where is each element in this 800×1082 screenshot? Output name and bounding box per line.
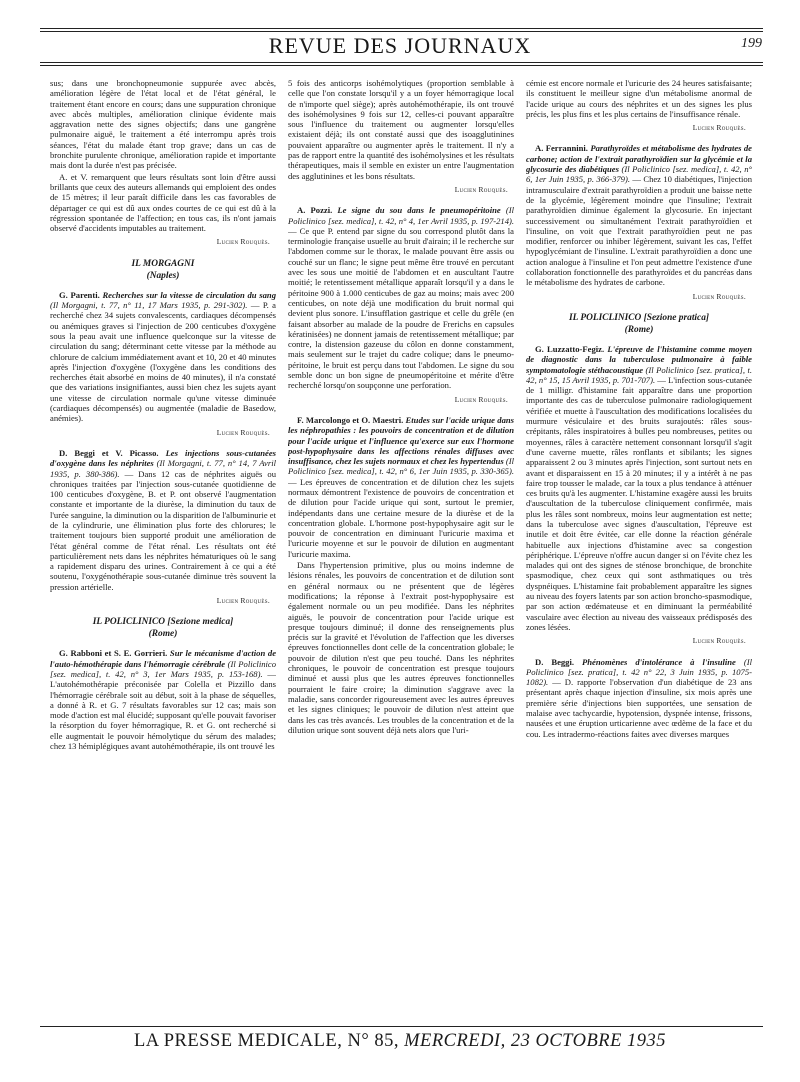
article-title: L'épreuve de l'histamine comme moyen de diagnostic dans la tuberculose pulmonaire à faible symptomatologie stéthacoustique [526,343,752,375]
paragraph: Dans l'hypertension primitive, plus ou moins indemne de lésions rénales, les pouvoirs de concentration et de dilution sont en général normaux ou ne présentent que de légères modifications; la réponse à l'extrait post-hypophysaire est également normale ou un peu modifiée. Dans les néphrites aiguës, le pouvoir de concentration pour l'acide urique est presque toujours diminué; il donne des renseignements plus précis sur la gravité et l'évolution de l'affection que les diverses épreuves fonctionnelles dont celle de la concentration globale; le pouvoir de dilution n'est que peu touché. Dans les néphrites chroniques, le pouvoir de concentration est presque toujours diminué et aussi plus que les autres épreuves fonctionnelles pourraient le faire croire; la diminution s'aggrave avec la maladie, sans concorder rigoureusement avec les autres épreuves et les signes cliniques; le pouvoir de dilution n'est atteint que dans les cas très avancés. Les troubles de la concentration et de la dilution urique sont souvent déjà nets alors que l'uri- [288,560,514,735]
column-1 [50,78,276,1023]
footer-journal: LA PRESSE MEDICALE, N° 85, [133,1031,399,1051]
paragraph: cémie est encore normale et l'uricurie des 24 heures satisfaisante; ils constituent le meilleur signe d'un métabolisme anormal de l'acide urique au cours des néphrites et un des signes les plus précis, les plus fins et les plus certains de l'insuffisance rénale. [526,78,752,119]
article-paragraph [288,415,514,559]
article-source: (Il Policlinico [sez. medica], t. 42, n° 3, 1er Mars 1935, p. 153-168). [50,658,276,679]
article-paragraph [526,657,752,739]
article-body: — L'autohémothérapie préconisée par Colella et Pizzillo dans l'hémorragie cérébrale soit au début, soit à la phase de séquelles, a donné à R. et G. 7 résultats favorables sur 12 cas; mais son mode d'action est mal élucidé; supposant qu'elle pouvait favoriser la résorption du foyer hémorragique, R. et G. ont recherché si elle augmentait le pouvoir hémolytique du sérum des malades; chez 13 hémiplégiques avant autohémothérapie, ils ont trouvé les [50,668,276,752]
article-author: A. Ferrannini. [535,143,588,154]
header-rule-bottom-2 [40,65,763,66]
section-heading: IL POLICLINICO [Sezione pratica] [568,312,709,323]
article-title: Sur le mécanisme d'action de l'auto-hémothérapie dans l'hémorragie cérébrale [50,648,276,669]
article-source: (Il Policlinico [sez. pratica], t. 42 n° 22, 3 Juin 1935, p. 1075-1082). [526,656,752,688]
article-body: — Ce que P. entend par signe du sou correspond plutôt dans la terminologie française usuelle au bruit d'airain; il le recherche sur l'abdomen comme sur le thorax, le malade pouvant être assis ou couché sur un flanc; le signe peut même être trouvé en percutant avec les sous une moitié de l'abdomen et en auscultant l'autre moitié; le retentissement métallique apparaît lorsqu'il y a dans le péritoine 900 à 1.000 centicubes de gaz au moins; mais avec 200 centicubes, on note déjà une modification du bruit normal qui devient plus sonore. L'insufflation gastrique et celle du grêle (en faisant absorber au malade de la poudre de Frerichs en capsules kératinisées) ne donnent jamais de retentissement métallique; par contre, la distension gazeuse du côlon en donne constamment, mais seulement sur le trajet du cadre colique; dans le pneumo-péritoine, le bruit est perçu dans tout l'abdomen. Le signe du sou semble donc un bon signe de pneumopéritoine et mérite d'être recherché lorsqu'on soupçonne une perforation. [288,225,514,391]
column-3 [526,78,752,1023]
signature: Lucien Rouquès. [216,237,270,247]
article-paragraph [50,648,276,751]
article-body: — P. a recherché chez 34 sujets convalescents, cardiaques décompensés ou anémiques graves si l'injection de 200 centicubes d'oxygène sous la peau avait une influence quelconque sur la vitesse de circulation du sang; déterminant cette vitesse par la méthode au chlorure de calcium immédiatement avant et 10, 20 et 40 minutes après l'injection d'oxygène (l'oxygène dans les conditions des recherches était absorbé en moins de 40 minutes), il n'a constaté que des variations insignifiantes, aussi bien chez les sujets ayant une vitesse de circulation normale qu'une vitesse diminuée (cardiaques décompensés) ou augmentée (maladie de Basedow, anémies). [50,300,276,424]
article-body: — L'infection sous-cutanée de 1 milligr. d'histamine fait apparaître dans une proportion importante des cas de tuberculose pulmonaire radiologiquement vérifiée et muette à l'auscultation des modifications localisées du murmure vésiculaire et des bruits surajoutés: râles sous-crépitants, râles inspiratoires à bulles peu nombreuses, petites ou moyennes, râles à caractère nettement consonnant lorsqu'il s'agit d'une caverne muette, râles ronflants et sibilants; les signes apparaissent 2 ou 3 minutes après l'injection, sont surtout nets en avant et disparaissent en 15 à 20 minutes; il y a intérêt à ne pas faire trop tousser le malade, car la toux a plus tendance à atténuer ces bruits qu'à les augmenter. L'histamine exagère aussi les bruits d'auscultation de la tuberculose cliniquement confirmée, mais plus les râles sont nombreux, moins leur augmentation est nette; dans la tuberculose avec signes d'auscultation, l'épreuve est inutile et doit être évitée, car elle donne la réaction générale habituelle aux injections d'histamine avec sa congestion périphérique. L'épreuve n'offre aucun danger si on l'évite chez les malades qui ont des signes de sténose bronchique, de bronchite spasmodique, chez ceux qui sont asthmatiques ou très dyspnéiques. L'histamine fait probablement apparaître les signes au niveau des foyers latents par son action broncho-spasmodique, par son action œdémateuse et en diminuant la perméabilité vasculaire avec élection au niveau des vaisseaux prédisposés des zones lésées. [526,374,752,632]
section-location: (Naples) [146,270,180,281]
article-body: — Chez 10 diabétiques, l'injection intramusculaire d'extrait parathyroïdien a produit une baisse nette de la glycémie, légèrement moindre que l'insuline; l'extrait parathyroïdien diminue également la glycosurie. En injectant successivement ou simultanément l'extrait parathyroïdien et l'insuline, on voit que l'extrait parathyroïdien peut ne pas modifier, renforcer ou inhiber légèrement, suivant les cas, l'effet hypoglycémiant de l'insuline. L'extrait parathyroïdien a donc une action analogue à l'insuline et l'on peut admettre l'existence d'une collaboration fonctionnelle des parathyroïdes et du pancréas dans le métabolisme des hydrates de carbone. [526,174,752,288]
article-author: F. Marcolongo et O. Maestri. [297,414,404,425]
paragraph: A. et V. remarquent que leurs résultats sont loin d'être aussi brillants que ceux des auteurs allemands qui emploient des ondes de 15 mètres; il leur paraît difficile dans les cas favorables de départager ce qui est dû aux ondes courtes de ce qui est dû à la régression spontanée de l'affection; en tous cas, ils n'ont jamais observé d'accidents imputables au traitement. [50,171,276,234]
article-source: (Il Morgagni, t. 77, n° 14, 7 Avril 1935, p. 380-386). [50,458,276,479]
page-number: 199 [741,36,762,51]
column-2 [288,78,514,1023]
signature: Lucien Rouquès. [454,184,508,194]
article-paragraph [526,143,752,287]
section-location: (Rome) [624,324,654,335]
footer-date: MERCREDI, 23 OCTOBRE 1935 [404,1031,667,1051]
article-source: (Il Policlinico [sez. medica], t. 42, n° 4, 1er Avril 1935, p. 197-214). [288,205,514,226]
section-heading: IL MORGAGNI [131,258,195,269]
article-source: (Il Policlinico [sez. medica], t. 42, n° 6, 1er Juin 1935, p. 366-379). [526,164,752,185]
article-source: (Il Policlinico [sez. medica], t. 42, n° 6, 1er Juin 1935, p. 330-365). [288,456,514,477]
article-author: D. Beggi et V. Picasso. [59,447,159,458]
article-title: Etudes sur l'acide urique dans les néphropathies : les pouvoirs de concentration et de dilution pour l'acide urique et l'influence qu'exerce sur eux l'hormone post-hypophysaire dans les affections rénales diffuses avec insuffisance, chez les sujets normaux et chez les hypertendus [288,414,514,467]
paragraph: 5 fois des anticorps isohémolytiques (proportion semblable à celle que l'on constate lorsqu'il y a un foyer hémorragique local de n'importe quel siège); après autohémothérapie, ils ont trouvé des isohémolysines 9 fois sur 12, celles-ci pouvant apparaître sous l'influence du traitement ou augmenter lorsqu'elles existaient déjà; ils ont constaté aussi que des isoagglutinines pouvaient apparaître ou augmenter après le traitement. Il n'y a pas de rapport entre la quantité des isohémolysines et les résultats thérapeutiques, mais il semble en exister un entre l'augmentation des agglutinines et les bons résultats. [288,78,514,181]
section-heading: IL POLICLINICO [Sezione medica] [92,617,234,628]
signature: Lucien Rouquès. [216,596,270,606]
signature: Lucien Rouquès. [454,394,508,404]
article-title: Les injections sous-cutanées d'oxygène dans les néphrites [50,447,276,469]
article-author: D. Beggi. [535,656,575,667]
article-author: A. Pozzi. [297,205,333,216]
article-title: Parathyroïdes et métabolisme des hydrates de carbone; action de l'extrait parathyroïdien sur la glycémie et la glycosurie des diabétiques [526,143,752,175]
signature: Lucien Rouquès. [692,291,746,301]
article-author: G. Luzzatto-Fegiz. [535,343,605,354]
header-rule-bottom [40,62,763,63]
article-body: — Les épreuves de concentration et de dilution chez les sujets normaux démontrent l'existence de pouvoirs de concentration et de dilution pour l'acide urique qui sont, surtout le premier, indépendants dans une certaine mesure de la diurèse et de la concentration globale. L'hormone post-hypophysaire agit sur le pouvoir de concentration en diminuant l'uricurie maxima et l'uricurie moyenne et sur le pouvoir de dilution en augmentant l'uricurie maxima. [288,476,514,559]
footer-rule [40,1026,763,1027]
page-header-title: REVUE DES JOURNAUX [268,33,532,58]
article-paragraph [50,290,276,424]
article-title: Recherches sur la vitesse de circulation du sang [102,289,276,300]
article-columns [50,78,752,1023]
article-body: — D. rapporte l'observation d'un diabétique de 23 ans présentant après chaque injection d'insuline, six mois après une première série d'injections bien supportées, une sensation de malaise avec tachycardie, hypotension, dyspnée intense, frissons, nausées et une éruption urticarienne avec œdème de la face et du cou. Les intradermo-réactions faites avec diverses marques [526,677,752,739]
article-author: G. Rabboni et S. E. Gorrieri. [59,648,168,659]
article-source: (Il Policlinico [sez. pratica], t. 42, n° 15, 15 Avril 1935, p. 701-707). [526,364,752,385]
article-source: (Il Morgagni, t. 77, n° 11, 17 Mars 1935, p. 291-302). [50,300,248,311]
article-body: — Dans 12 cas de néphrites aiguës ou chroniques traitées par l'injection sous-cutanée quotidienne de 100 centicubes d'oxygène, B. et P. ont observé l'augmentation constante et importante de la diurèse, la diminution du taux de l'urée sanguine, la diminution ou la disparition de l'albuminurie et de la cylindrurie, une élimination plus forte des chlorures; le traitement toujours bien supporté produit une amélioration de l'état général comme de l'état rénal. Les résultats ont été particulièrement nets dans les néphrites hématuriques où le sang a rapidement disparu des urines. Contrairement à ce qui a été soutenu, l'oxygénothérapie sous-cutanée diminue très souvent la pression artérielle. [50,468,276,592]
article-title: Le signe du sou dans le pneumopéritoine [337,205,501,216]
signature: Lucien Rouquès. [216,427,270,437]
article-paragraph [526,344,752,632]
section-location: (Rome) [148,629,178,640]
article-paragraph [50,448,276,592]
page-footer [0,1030,800,1052]
article-author: G. Parenti. [59,289,100,300]
header-rule-top [40,28,763,29]
article-title: Phénomènes d'intolérance à l'insuline [582,656,736,667]
signature: Lucien Rouquès. [692,636,746,646]
signature: Lucien Rouquès. [692,123,746,133]
header-rule-top-2 [40,31,763,32]
article-paragraph [288,205,514,390]
paragraph: sus; dans une bronchopneumonie suppurée avec abcès, amélioration légère de l'état local et de l'état général, le traitement étant encore en cours; dans une suppuration chronique avec abcès multiples, amélioration clinique évidente mais aggravation nette des signes objectifs; dans une gangrène pulmonaire aiguë, le traitement a été interrompu après trois séances, l'état du malade étant trop grave; dans un cas de bronchite purulente chronique, amélioration rapide et importante mais dont la durée n'est pas précisée. [50,78,276,171]
